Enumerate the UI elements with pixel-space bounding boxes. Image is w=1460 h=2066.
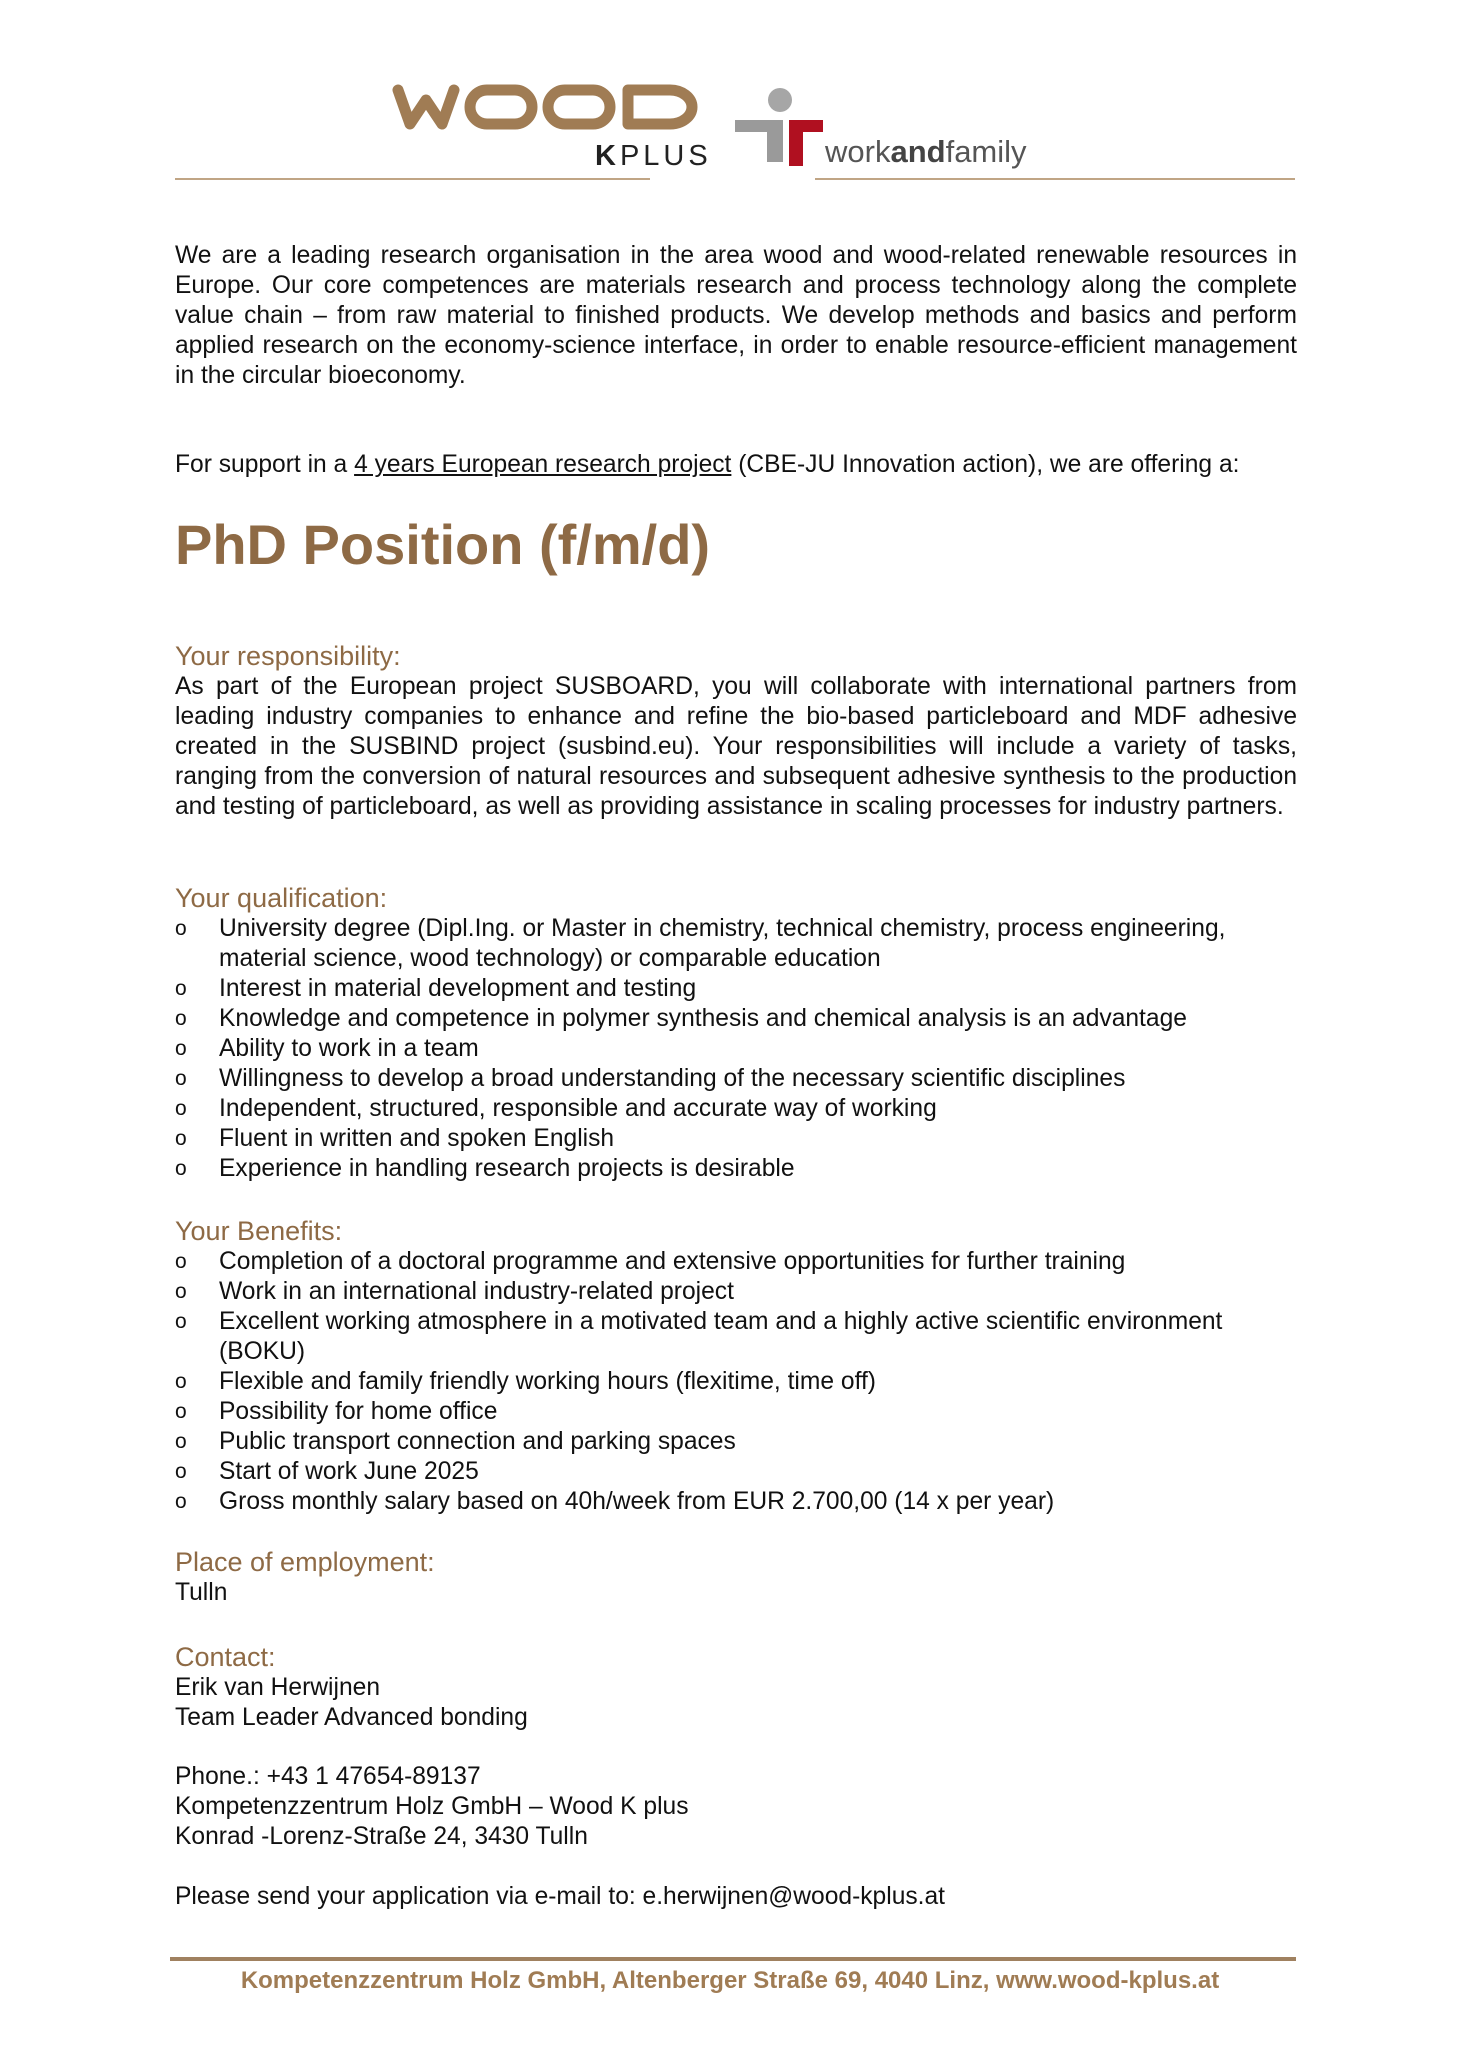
contact-name: Erik van Herwijnen (175, 1674, 381, 1701)
contact-address: Konrad -Lorenz-Straße 24, 3430 Tulln (175, 1823, 588, 1850)
workandfamily-logo (733, 86, 1043, 176)
benefits-list (175, 1247, 1297, 1517)
list-item: o Willingness to develop a broad understanding of the necessary scientific disciplines (175, 1064, 1297, 1094)
wood-kplus-logo (390, 82, 712, 172)
qualification-heading: Your qualification: (175, 883, 388, 913)
contact-heading: Contact: (175, 1642, 276, 1672)
kplus-text: KPLUS (595, 140, 712, 172)
benefits-heading: Your Benefits: (175, 1216, 343, 1246)
contact-company: Kompetenzzentrum Holz GmbH – Wood K plus (175, 1793, 689, 1820)
contact-phone: Phone.: +43 1 47654-89137 (175, 1763, 481, 1790)
list-item: o Independent, structured, responsible and accurate way of working (175, 1094, 1297, 1124)
list-item: o Fluent in written and spoken English (175, 1124, 1297, 1154)
footer-address: Kompetenzzentrum Holz GmbH, Altenberger Straße 69, 4040 Linz, www.wood-kplus.at (240, 1967, 1220, 1994)
place-value: Tulln (175, 1579, 228, 1606)
application-email-line: Please send your application via e-mail to: e.herwijnen@wood-kplus.at (175, 1883, 946, 1910)
list-item: o Excellent working atmosphere in a motivated team and a highly active scientific environment (BOKU) (175, 1307, 1297, 1367)
qualification-list (175, 914, 1297, 1184)
list-item: o University degree (Dipl.Ing. or Master in chemistry, technical chemistry, process engineering, material science, wood technology) or comparable education (175, 914, 1297, 974)
responsibility-heading: Your responsibility: (175, 641, 401, 671)
footer-rule (170, 1957, 1296, 1961)
page-title: PhD Position (f/m/d) (175, 513, 711, 576)
header-rule-left (175, 178, 650, 180)
support-line: For support in a 4 years European research project (CBE-JU Innovation action), we are offering a: (175, 451, 1240, 478)
workandfamily-text: workandfamily (825, 134, 1027, 169)
list-item: o Gross monthly salary based on 40h/week from EUR 2.700,00 (14 x per year) (175, 1487, 1297, 1517)
list-item: o Possibility for home office (175, 1397, 1297, 1427)
list-item: o Interest in material development and testing (175, 974, 1297, 1004)
workandfamily-mark-icon (733, 86, 829, 170)
responsibility-text: As part of the European project SUSBOARD, you will collaborate with international partners from leading industry companies to enhance and refine the bio-based particleboard and MDF adhesive created in the SUSBIND project (susbind.eu). Your responsibilities will include a variety of tasks, ranging from the conversion of natural resources and subsequent adhesive synthesis to the production and testing of particleboard, as well as providing assistance in scaling processes for industry partners. (175, 673, 1297, 820)
list-item: o Work in an international industry-related project (175, 1277, 1297, 1307)
list-item: o Knowledge and competence in polymer synthesis and chemical analysis is an advantage (175, 1004, 1297, 1034)
wood-logo-wordmark (390, 82, 700, 132)
header-rule-right (815, 178, 1295, 180)
list-item: o Public transport connection and parking spaces (175, 1427, 1297, 1457)
list-item: o Completion of a doctoral programme and extensive opportunities for further training (175, 1247, 1297, 1277)
list-item: o Experience in handling research projects is desirable (175, 1154, 1297, 1184)
list-item: o Flexible and family friendly working hours (flexitime, time off) (175, 1367, 1297, 1397)
project-duration-underlined: 4 years European research project (354, 451, 732, 478)
list-item: o Start of work June 2025 (175, 1457, 1297, 1487)
place-heading: Place of employment: (175, 1547, 435, 1577)
intro-paragraph: We are a leading research organisation in the area wood and wood-related renewable resources in Europe. Our core competences are materials research and process technology along the complete value chain – from raw material to finished products. We develop methods and basics and perform applied research on the economy-science interface, in order to enable resource-efficient management in the circular bioeconomy. (175, 242, 1297, 389)
contact-role: Team Leader Advanced bonding (175, 1704, 528, 1731)
list-item: o Ability to work in a team (175, 1034, 1297, 1064)
